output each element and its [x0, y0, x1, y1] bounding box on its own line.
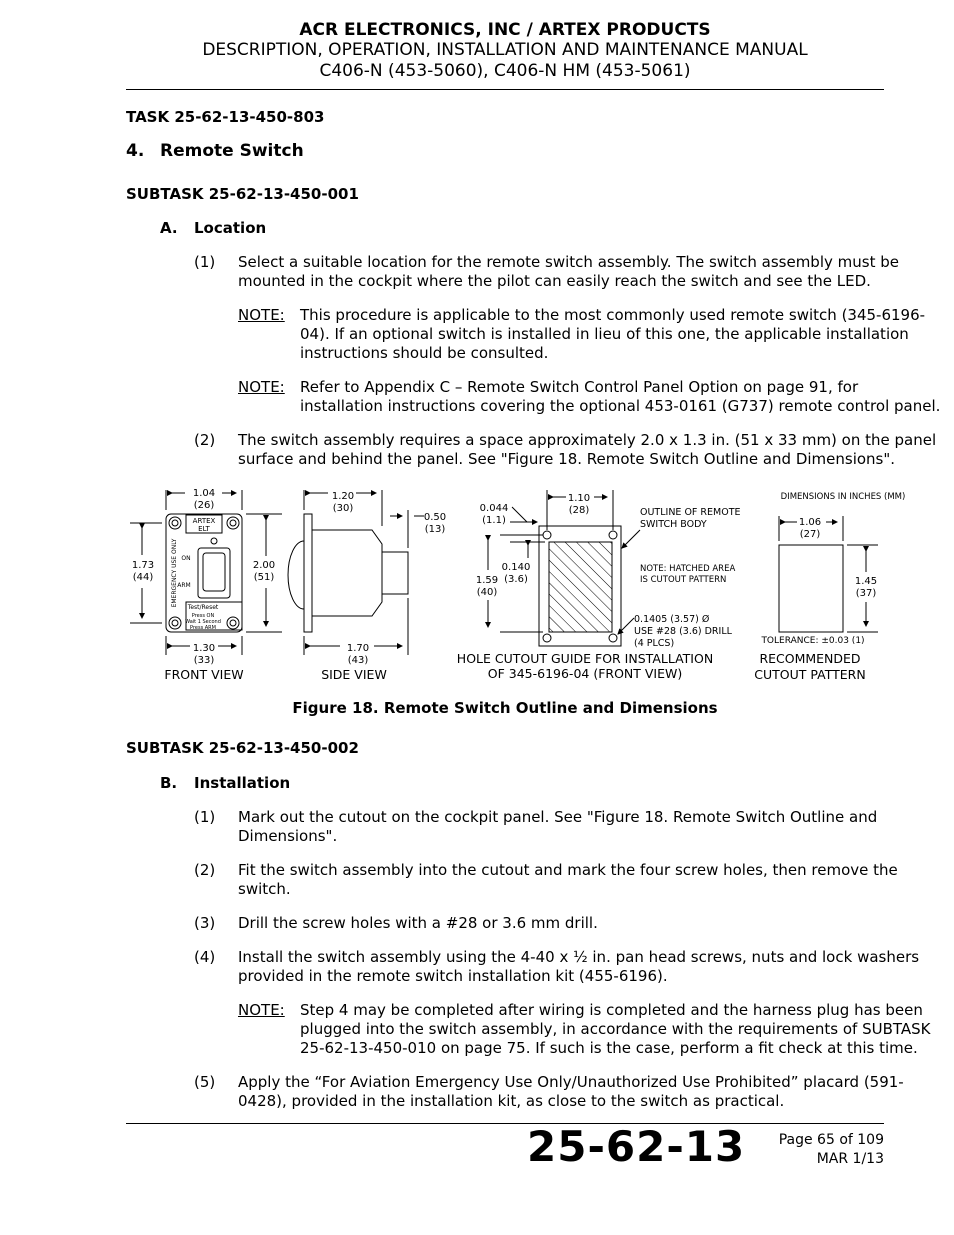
dim-label: (40) — [476, 587, 498, 598]
dim-label: (1.1) — [482, 515, 506, 526]
dim-label: (26) — [193, 500, 215, 511]
drill-hole-icon — [609, 634, 617, 642]
step-text: Mark out the cutout on the cockpit panel. See "Figure 18. Remote Switch Outline and — [238, 808, 878, 826]
outline-note: SWITCH BODY — [640, 519, 707, 530]
header-manual-title: DESCRIPTION, OPERATION, INSTALLATION AND MAINTENANCE MANUAL — [202, 40, 808, 60]
step-text: Fit the switch assembly into the cutout and mark the four screw holes, then remove the — [238, 861, 898, 879]
dim-label: (27) — [799, 529, 821, 540]
dim-label: (44) — [132, 572, 154, 583]
step-text: Apply the “For Aviation Emergency Use Only/Unauthorized Use Prohibited” placard (591- — [238, 1073, 904, 1091]
dim-label: (51) — [253, 572, 275, 583]
note-label: NOTE: — [238, 306, 285, 324]
note-text: 04). If an optional switch is installed in lieu of this one, the applicable installation — [300, 325, 909, 343]
step-text: Drill the screw holes with a #28 or 3.6 mm drill. — [238, 914, 598, 932]
dim-label: 1.20 — [331, 491, 355, 502]
step-text: switch. — [238, 880, 291, 898]
front-label-emergency: EMERGENCY USE ONLY — [171, 538, 178, 608]
led-icon — [211, 538, 217, 544]
drill-note: USE #28 (3.6) DRILL — [634, 626, 732, 637]
front-label-wait: Wait 1 Second — [185, 619, 221, 625]
tolerance-note: TOLERANCE: ±0.03 (1) — [761, 636, 865, 646]
dim-label: 1.06 — [798, 517, 822, 528]
footer-rule — [126, 1123, 884, 1124]
note-label: NOTE: — [238, 1001, 285, 1019]
step-number: (1) — [194, 253, 216, 271]
note-text: plugged into the switch assembly, in accordance with the requirements of SUBTASK — [300, 1020, 931, 1038]
front-label-press: Press ON — [191, 613, 215, 619]
front-view-label: FRONT VIEW — [164, 667, 244, 682]
screw-hole-icon — [169, 617, 181, 629]
side-view-body — [312, 530, 382, 616]
dim-label: 2.00 — [252, 560, 276, 571]
side-view-flange — [304, 514, 312, 632]
dim-label: 0.044 — [479, 503, 509, 514]
note-text: Refer to Appendix C – Remote Switch Control Panel Option on page 91, for — [300, 378, 859, 396]
hatch-note: NOTE: HATCHED AREA — [640, 564, 736, 574]
hatched-cutout-area — [549, 542, 612, 632]
dim-label: (3.6) — [504, 574, 528, 585]
front-label-elt: ELT — [198, 525, 210, 533]
front-label-arm: ARM — [177, 582, 191, 589]
hole-view-label: HOLE CUTOUT GUIDE FOR INSTALLATION — [456, 651, 714, 666]
section-title: Remote Switch — [160, 141, 304, 161]
dim-label: 1.10 — [567, 493, 591, 504]
step-number: (5) — [194, 1073, 216, 1091]
units-note: DIMENSIONS IN INCHES (MM) — [780, 492, 906, 502]
part-title: Location — [194, 219, 267, 237]
recommended-cutout-rect — [779, 545, 843, 632]
step-number: (2) — [194, 431, 216, 449]
footer-date: MAR 1/13 — [816, 1151, 884, 1167]
header-rule — [126, 89, 884, 90]
front-label-artex: ARTEX — [192, 517, 216, 525]
header-company: ACR ELECTRONICS, INC / ARTEX PRODUCTS — [299, 20, 711, 40]
step-number: (2) — [194, 861, 216, 879]
dim-label: 1.30 — [192, 643, 216, 654]
step-number: (4) — [194, 948, 216, 966]
part-letter: A. — [160, 219, 178, 237]
footer-page: Page 65 of 109 — [778, 1132, 884, 1148]
step-text: mounted in the cockpit where the pilot can easily reach the switch and see the LED. — [238, 272, 871, 290]
side-view-label: SIDE VIEW — [321, 667, 387, 682]
step-number: (1) — [194, 808, 216, 826]
remote-switch-figure — [0, 480, 954, 690]
hole-view-label: OF 345-6196-04 (FRONT VIEW) — [487, 666, 683, 681]
drill-note: 0.1405 (3.57) Ø — [634, 614, 710, 625]
note-text: installation instructions covering the optional 453-0161 (G737) remote control panel. — [300, 397, 941, 415]
note-text: This procedure is applicable to the most commonly used remote switch (345-6196- — [300, 306, 926, 324]
dim-label: 0.50 — [423, 512, 447, 523]
figure-caption: Figure 18. Remote Switch Outline and Dimensions — [292, 699, 718, 717]
note-label: NOTE: — [238, 378, 285, 396]
drill-hole-icon — [609, 531, 617, 539]
front-label-press-arm: Press ARM — [190, 625, 216, 631]
dim-label: (37) — [855, 588, 877, 599]
front-label-on: ON — [181, 555, 191, 562]
front-label-test: Test/Reset — [187, 604, 219, 611]
step-text: The switch assembly requires a space approximately 2.0 x 1.3 in. (51 x 33 mm) on the panel — [238, 431, 937, 449]
dim-label: 1.04 — [192, 488, 216, 499]
dim-label: (13) — [424, 524, 446, 535]
footer-doc-number: 25-62-13 — [527, 1122, 746, 1171]
dim-label: (28) — [568, 505, 590, 516]
section-number: 4. — [126, 141, 145, 161]
dim-label: 0.140 — [501, 562, 531, 573]
dim-label: (30) — [332, 503, 354, 514]
step-text: Install the switch assembly using the 4-40 x ½ in. pan head screws, nuts and lock washers — [238, 948, 920, 966]
dim-label: 1.45 — [854, 576, 878, 587]
outline-note: OUTLINE OF REMOTE — [640, 507, 741, 518]
note-text: Step 4 may be completed after wiring is completed and the harness plug has been — [300, 1001, 923, 1019]
dim-label: 1.73 — [131, 560, 155, 571]
drill-hole-icon — [543, 531, 551, 539]
part-title: Installation — [194, 774, 291, 792]
screw-hole-icon — [227, 517, 239, 529]
subtask-number: SUBTASK 25-62-13-450-002 — [126, 739, 359, 757]
step-number: (3) — [194, 914, 216, 932]
screw-hole-icon — [227, 617, 239, 629]
part-letter: B. — [160, 774, 178, 792]
header-models: C406-N (453-5060), C406-N HM (453-5061) — [319, 61, 691, 81]
dim-label: (43) — [347, 655, 369, 666]
step-text: surface and behind the panel. See "Figure 18. Remote Switch Outline and Dimensions". — [238, 450, 896, 468]
step-text: Select a suitable location for the remote switch assembly. The switch assembly must be — [238, 253, 899, 271]
hatch-note: IS CUTOUT PATTERN — [640, 575, 727, 585]
task-number: TASK 25-62-13-450-803 — [126, 108, 325, 126]
dim-label: 1.59 — [475, 575, 499, 586]
rec-view-label: RECOMMENDED — [759, 651, 861, 666]
screw-hole-icon — [169, 517, 181, 529]
drill-hole-icon — [543, 634, 551, 642]
dim-label: 1.70 — [346, 643, 370, 654]
dim-label: (33) — [193, 655, 215, 666]
side-view-dome — [288, 541, 304, 609]
subtask-number: SUBTASK 25-62-13-450-001 — [126, 185, 359, 203]
step-text: provided in the remote switch installation kit (455-6196). — [238, 967, 668, 985]
step-text: Dimensions". — [238, 827, 338, 845]
step-text: 0428), provided in the installation kit, as close to the switch as practical. — [238, 1092, 785, 1110]
note-text: 25-62-13-450-010 on page 75. If such is the case, perform a fit check at this time. — [300, 1039, 918, 1057]
drill-note: (4 PLCS) — [634, 638, 675, 649]
rec-view-label: CUTOUT PATTERN — [754, 667, 866, 682]
note-text: instructions should be consulted. — [300, 344, 549, 362]
side-view-connector — [382, 552, 408, 594]
